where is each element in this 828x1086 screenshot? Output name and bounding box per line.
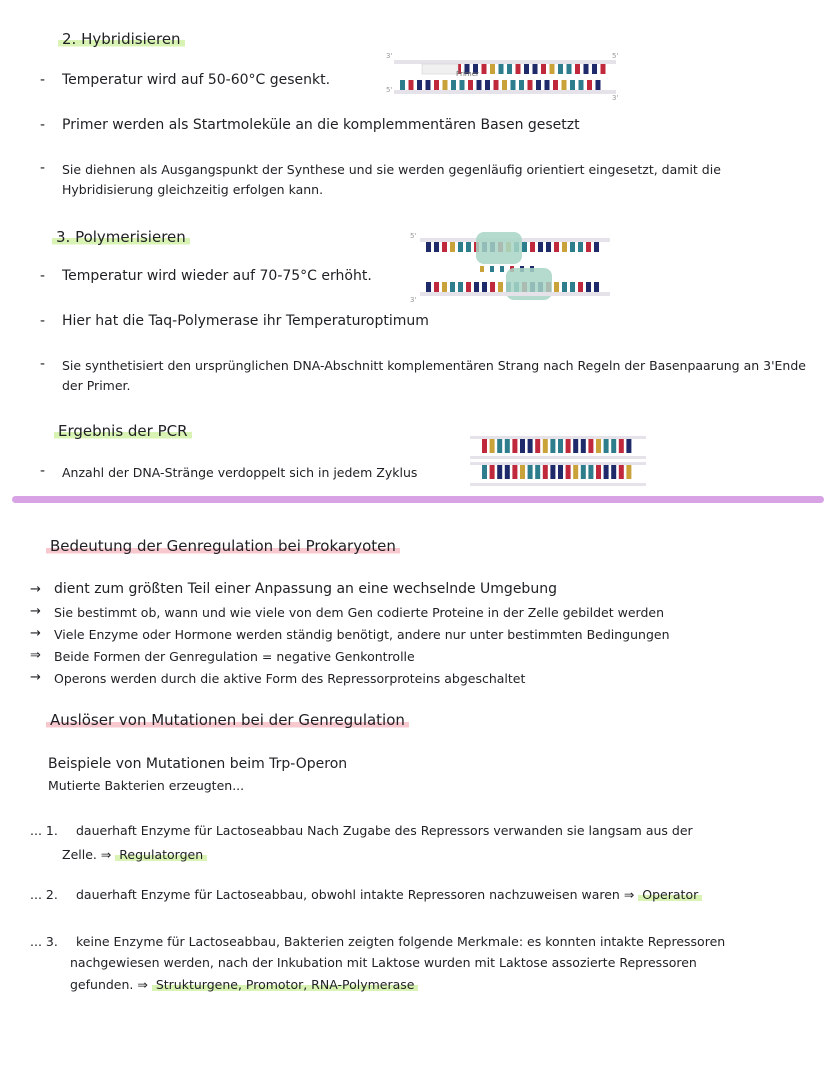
dna-base-bar	[541, 64, 546, 74]
dna-base-bar	[512, 439, 517, 453]
dna-base-bar	[468, 80, 473, 90]
answer-strukturgene: Strukturgene, Promotor, RNA-Polymerase	[152, 977, 419, 992]
primer-label: Primer	[456, 70, 479, 78]
dna-base-bar	[581, 465, 586, 479]
dna-base-bar	[400, 80, 405, 90]
arrow-marker: →	[30, 604, 41, 619]
dna-base-bar	[573, 465, 578, 479]
svg-text:5': 5'	[410, 232, 417, 240]
dna-base-bar	[505, 465, 510, 479]
bullet-dash: -	[40, 463, 46, 479]
dna-doubled-strands-figure	[462, 432, 652, 490]
dna-base-bar	[586, 242, 591, 252]
dna-base-bar	[550, 64, 555, 74]
text-der-primer: der Primer.	[62, 378, 131, 393]
dna-base-bar	[535, 465, 540, 479]
dna-base-bar	[604, 465, 609, 479]
dna-base-bar	[584, 64, 589, 74]
dna-base-bar	[519, 80, 524, 90]
dna-base-bar	[505, 439, 510, 453]
text-temperatur-gesenkt: Temperatur wird auf 50-60°C gesenkt.	[62, 72, 331, 88]
dna-base-bar	[409, 80, 414, 90]
dna-base-bar	[596, 465, 601, 479]
dna-base-bar	[490, 439, 495, 453]
arrow-marker: →	[30, 670, 41, 685]
dna-base-bar	[490, 64, 495, 74]
dna-base-bar	[566, 439, 571, 453]
text-mutation-3-line2: nachgewiesen werden, nach der Inkubation mit Laktose wurden mit Laktose assozierte Repressoren	[70, 955, 697, 970]
bullet-dash: -	[40, 268, 46, 284]
text-synthetisiert: Sie synthetisiert den ursprünglichen DNA-Abschnitt komplementären Strang nach Regeln der Basenpaarung an 3'Ende	[62, 358, 806, 373]
text-anpassung-umgebung: dient zum größten Teil einer Anpassung an eine wechselnde Umgebung	[54, 581, 557, 597]
dna-base-bar	[567, 64, 572, 74]
dna-base-bar	[500, 266, 504, 272]
dna-base-bar	[490, 465, 495, 479]
dna-base-bar	[497, 439, 502, 453]
dna-base-bar	[502, 80, 507, 90]
dna-base-bar	[573, 439, 578, 453]
dna-base-bar	[594, 242, 599, 252]
dna-base-bar	[450, 242, 455, 252]
dna-base-bar	[450, 282, 455, 292]
bullet-dash: -	[40, 313, 46, 329]
dna-base-bar	[538, 242, 543, 252]
text-temperatur-erhoeht: Temperatur wird wieder auf 70-75°C erhöht.	[62, 268, 372, 284]
bullet-dash: -	[40, 356, 46, 372]
dna-base-bar	[528, 80, 533, 90]
text-mutierte-bakterien: Mutierte Bakterien erzeugten...	[48, 778, 245, 793]
dna-base-bar	[530, 242, 535, 252]
dna-base-bar	[588, 465, 593, 479]
item-prefix: ... 2.	[30, 887, 58, 902]
dna-base-bar	[575, 64, 580, 74]
dna-base-bar	[611, 439, 616, 453]
text-enzyme-hormone: Viele Enzyme oder Hormone werden ständig benötigt, andere nur unter bestimmten Bedingungen	[54, 627, 670, 642]
text-anzahl-dna-straenge: Anzahl der DNA-Stränge verdoppelt sich in jedem Zyklus	[62, 465, 418, 480]
dna-base-bar	[566, 465, 571, 479]
dna-base-bar	[578, 282, 583, 292]
text-ausgangspunkt: Sie diehnen als Ausgangspunkt der Synthese und sie werden gegenläufig orientiert eingesetzt, damit die	[62, 162, 721, 177]
dna-base-bar	[550, 465, 555, 479]
dna-base-bar	[601, 64, 606, 74]
dna-base-bar	[426, 80, 431, 90]
dna-base-bar	[482, 439, 487, 453]
dna-base-bar	[579, 80, 584, 90]
dna-base-bar	[466, 242, 471, 252]
heading-ausloeser-mutationen: Auslöser von Mutationen bei der Genregulation	[46, 711, 409, 729]
text-mutation-1: dauerhaft Enzyme für Lactoseabbau Nach Zugabe des Repressors verwanden sie langsam aus der	[76, 823, 693, 838]
dna-base-bar	[497, 465, 502, 479]
svg-text:3': 3'	[410, 296, 417, 304]
text-hybridisierung: Hybridisierung gleichzeitig erfolgen kann.	[62, 182, 324, 197]
dna-base-bar	[626, 465, 631, 479]
text-mutation-3-line3: gefunden. ⇒ Strukturgene, Promotor, RNA-Polymerase	[70, 977, 418, 992]
section-divider	[12, 496, 824, 503]
dna-base-bar	[604, 439, 609, 453]
item-prefix: ... 3.	[30, 934, 58, 949]
dna-base-bar	[546, 242, 551, 252]
dna-base-bar	[543, 439, 548, 453]
answer-operator: Operator	[638, 887, 702, 902]
item-prefix: ... 1.	[30, 823, 58, 838]
dna-base-bar	[516, 64, 521, 74]
dna-base-bar	[611, 465, 616, 479]
subheading-trp-operon: Beispiele von Mutationen beim Trp-Operon	[48, 756, 348, 772]
heading-hybridisieren: 2. Hybridisieren	[58, 30, 185, 48]
text-bestimmt-proteine: Sie bestimmt ob, wann und wie viele von dem Gen codierte Proteine in der Zelle gebildet werden	[54, 605, 664, 620]
dna-base-bar	[594, 282, 599, 292]
dna-base-bar	[543, 465, 548, 479]
dna-base-bar	[550, 439, 555, 453]
dna-base-bar	[511, 80, 516, 90]
dna-base-bar	[596, 439, 601, 453]
heading-ergebnis: Ergebnis der PCR	[54, 422, 192, 440]
dna-base-bar	[458, 282, 463, 292]
svg-text:5': 5'	[612, 52, 619, 60]
answer-regulatorgen: Regulatorgen	[115, 847, 207, 862]
dna-base-bar	[520, 439, 525, 453]
dna-base-bar	[485, 80, 490, 90]
dna-base-bar	[545, 80, 550, 90]
dna-base-bar	[570, 242, 575, 252]
dna-base-bar	[570, 282, 575, 292]
dna-base-bar	[426, 242, 431, 252]
dna-base-bar	[562, 282, 567, 292]
dna-base-bar	[587, 80, 592, 90]
dna-base-bar	[482, 282, 487, 292]
dna-base-bar	[482, 64, 487, 74]
dna-base-bar	[626, 439, 631, 453]
dna-base-bar	[558, 64, 563, 74]
dna-base-bar	[499, 64, 504, 74]
arrow-marker: →	[30, 582, 41, 597]
svg-text:5': 5'	[386, 86, 393, 94]
text-mutation-2: dauerhaft Enzyme für Lactoseabbau, obwohl intakte Repressoren nachzuweisen waren ⇒ Operator	[76, 887, 702, 902]
dna-base-bar	[524, 64, 529, 74]
dna-base-bar	[588, 439, 593, 453]
svg-text:3': 3'	[386, 52, 393, 60]
dna-polymerase-figure	[410, 228, 620, 304]
dna-base-bar	[443, 80, 448, 90]
dna-base-bar	[512, 465, 517, 479]
dna-base-bar	[592, 64, 597, 74]
dna-base-bar	[536, 80, 541, 90]
dna-base-bar	[570, 80, 575, 90]
text-mutation-3: keine Enzyme für Lactoseabbau, Bakterien zeigten folgende Merkmale: es konnten intakte Repressoren	[76, 934, 726, 949]
dna-base-bar	[442, 242, 447, 252]
dna-base-bar	[490, 282, 495, 292]
dna-base-bar	[558, 465, 563, 479]
bullet-dash: -	[40, 160, 46, 176]
dna-base-bar	[458, 242, 463, 252]
dna-base-bar	[619, 465, 624, 479]
dna-base-bar	[528, 439, 533, 453]
dna-base-bar	[578, 242, 583, 252]
text-negative-genkontrolle: Beide Formen der Genregulation = negative Genkontrolle	[54, 649, 415, 664]
dna-base-bar	[434, 282, 439, 292]
bullet-dash: -	[40, 117, 46, 133]
dna-base-bar	[507, 64, 512, 74]
dna-base-bar	[528, 465, 533, 479]
dna-base-bar	[442, 282, 447, 292]
dna-base-bar	[494, 80, 499, 90]
dna-base-bar	[522, 242, 527, 252]
dna-base-bar	[482, 465, 487, 479]
dna-base-bar	[466, 282, 471, 292]
double-arrow-marker: ⇒	[30, 648, 41, 663]
heading-bedeutung-genregulation: Bedeutung der Genregulation bei Prokaryoten	[46, 537, 400, 555]
text-mutation-1-zelle: Zelle. ⇒ Regulatorgen	[62, 847, 207, 862]
bullet-dash: -	[40, 72, 46, 88]
dna-base-bar	[553, 80, 558, 90]
dna-base-bar	[417, 80, 422, 90]
text-taq-polymerase: Hier hat die Taq-Polymerase ihr Temperaturoptimum	[62, 313, 429, 329]
dna-base-bar	[477, 80, 482, 90]
dna-base-bar	[460, 80, 465, 90]
dna-base-bar	[434, 80, 439, 90]
dna-base-bar	[480, 266, 484, 272]
dna-base-bar	[586, 282, 591, 292]
dna-base-bar	[554, 242, 559, 252]
dna-base-bar	[520, 465, 525, 479]
dna-base-bar	[498, 282, 503, 292]
svg-text:3': 3'	[612, 94, 619, 102]
dna-base-bar	[474, 282, 479, 292]
dna-primer-hybridization-figure	[386, 50, 626, 102]
dna-base-bar	[451, 80, 456, 90]
heading-polymerisieren: 3. Polymerisieren	[52, 228, 190, 246]
dna-base-bar	[581, 439, 586, 453]
dna-base-bar	[535, 439, 540, 453]
dna-base-bar	[490, 266, 494, 272]
polymerase-enzyme-top	[476, 232, 522, 264]
dna-base-bar	[562, 242, 567, 252]
text-operons-abgeschaltet: Operons werden durch die aktive Form des Repressorproteins abgeschaltet	[54, 671, 526, 686]
dna-base-bar	[533, 64, 538, 74]
text-primer-startmolekuele: Primer werden als Startmoleküle an die komplemmentären Basen gesetzt	[62, 117, 580, 133]
arrow-marker: →	[30, 626, 41, 641]
dna-base-bar	[596, 80, 601, 90]
dna-base-bar	[562, 80, 567, 90]
dna-base-bar	[554, 282, 559, 292]
dna-base-bar	[619, 439, 624, 453]
dna-base-bar	[434, 242, 439, 252]
dna-base-bar	[426, 282, 431, 292]
dna-base-bar	[558, 439, 563, 453]
